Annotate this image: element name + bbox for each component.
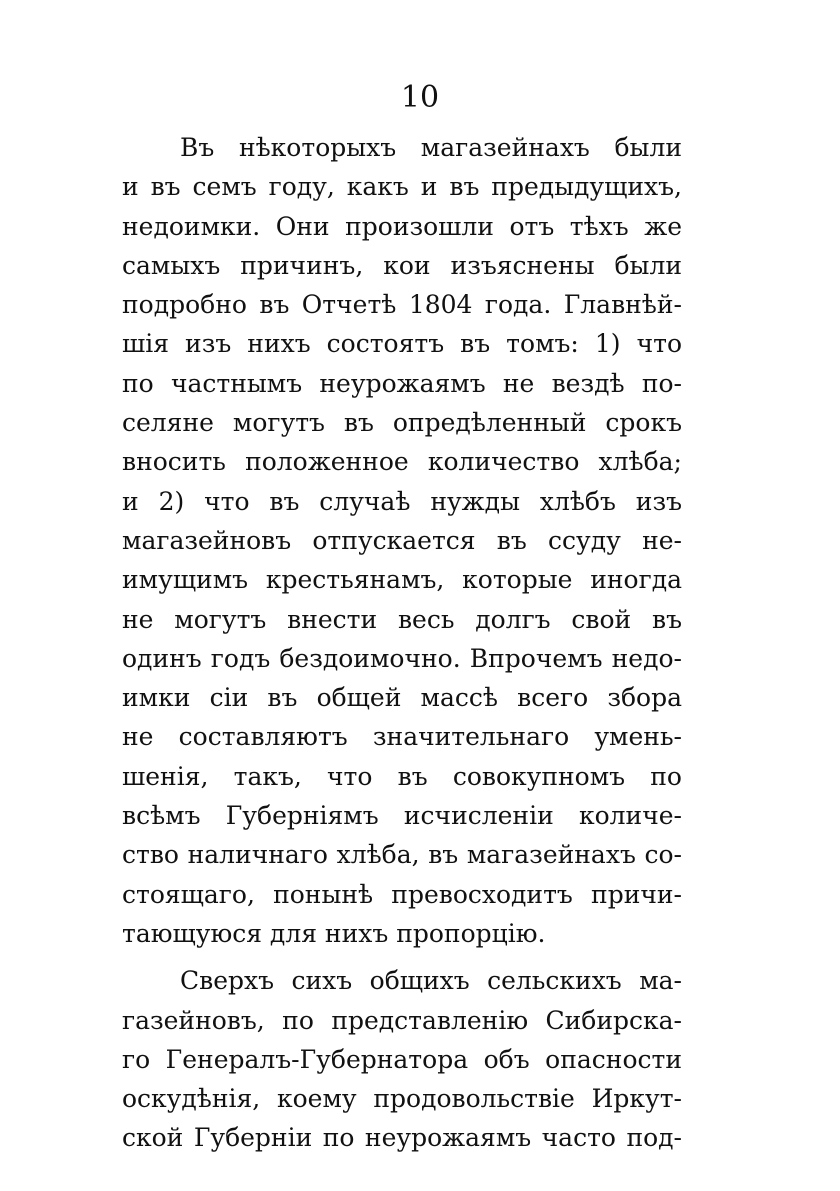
- text-line: магазейновъ отпускается въ ссуду не-: [122, 525, 682, 555]
- text-line: самыхъ причинъ, кои изъяснены были: [122, 250, 682, 280]
- text-line: и 2) что въ случаѣ нужды хлѣбъ изъ: [122, 486, 682, 516]
- paragraph-2: [122, 961, 682, 1157]
- text-line: вносить положенное количество хлѣба;: [122, 447, 682, 477]
- text-line: го Генералъ-Губернатора объ опасности: [122, 1044, 682, 1074]
- text-line: и въ семъ году, какъ и въ предыдущихъ,: [122, 172, 682, 202]
- paragraph-1: [122, 128, 682, 953]
- text-line: Сверхъ сихъ общихъ сельскихъ ма-: [180, 966, 682, 996]
- text-line: газейновъ, по представленію Сибирска-: [122, 1005, 682, 1035]
- text-line: ство наличнаго хлѣба, въ магазейнахъ со-: [122, 840, 682, 870]
- text-line: имки сіи въ общей массѣ всего збора: [122, 683, 682, 713]
- text-line: не могутъ внести весь долгъ свой въ: [122, 604, 682, 634]
- text-line: тающуюся для нихъ пропорцію.: [122, 918, 546, 948]
- text-line: имущимъ крестьянамъ, которые иногда: [122, 565, 682, 595]
- text-line: ской Губерніи по неурожаямъ часто под-: [122, 1123, 682, 1153]
- text-line: шія изъ нихъ состоятъ въ томъ: 1) что: [122, 329, 682, 359]
- page-number: 10: [400, 80, 440, 115]
- text-line: не составляютъ значительнаго умень-: [122, 722, 682, 752]
- text-line: всѣмъ Губерніямъ исчисленіи количе-: [122, 801, 682, 831]
- text-line: подробно въ Отчетѣ 1804 года. Главнѣй-: [122, 290, 682, 320]
- paragraph-gap: [122, 953, 682, 961]
- text-line: стоящаго, понынѣ превосходитъ причи-: [122, 879, 682, 909]
- text-line: оскудѣнія, коему продовольствіе Иркут-: [122, 1084, 682, 1114]
- body-text: [122, 128, 682, 1158]
- text-line: Въ нѣкоторыхъ магазейнахъ были: [180, 133, 682, 162]
- text-line: одинъ годъ бездоимочно. Впрочемъ недо-: [122, 643, 682, 673]
- text-line: шенія, такъ, что въ совокупномъ по: [122, 761, 682, 791]
- text-line: недоимки. Они произошли отъ тѣхъ же: [122, 211, 682, 241]
- text-line: по частнымъ неурожаямъ не вездѣ по-: [122, 368, 682, 398]
- text-line: селяне могутъ въ опредѣленный срокъ: [122, 408, 682, 438]
